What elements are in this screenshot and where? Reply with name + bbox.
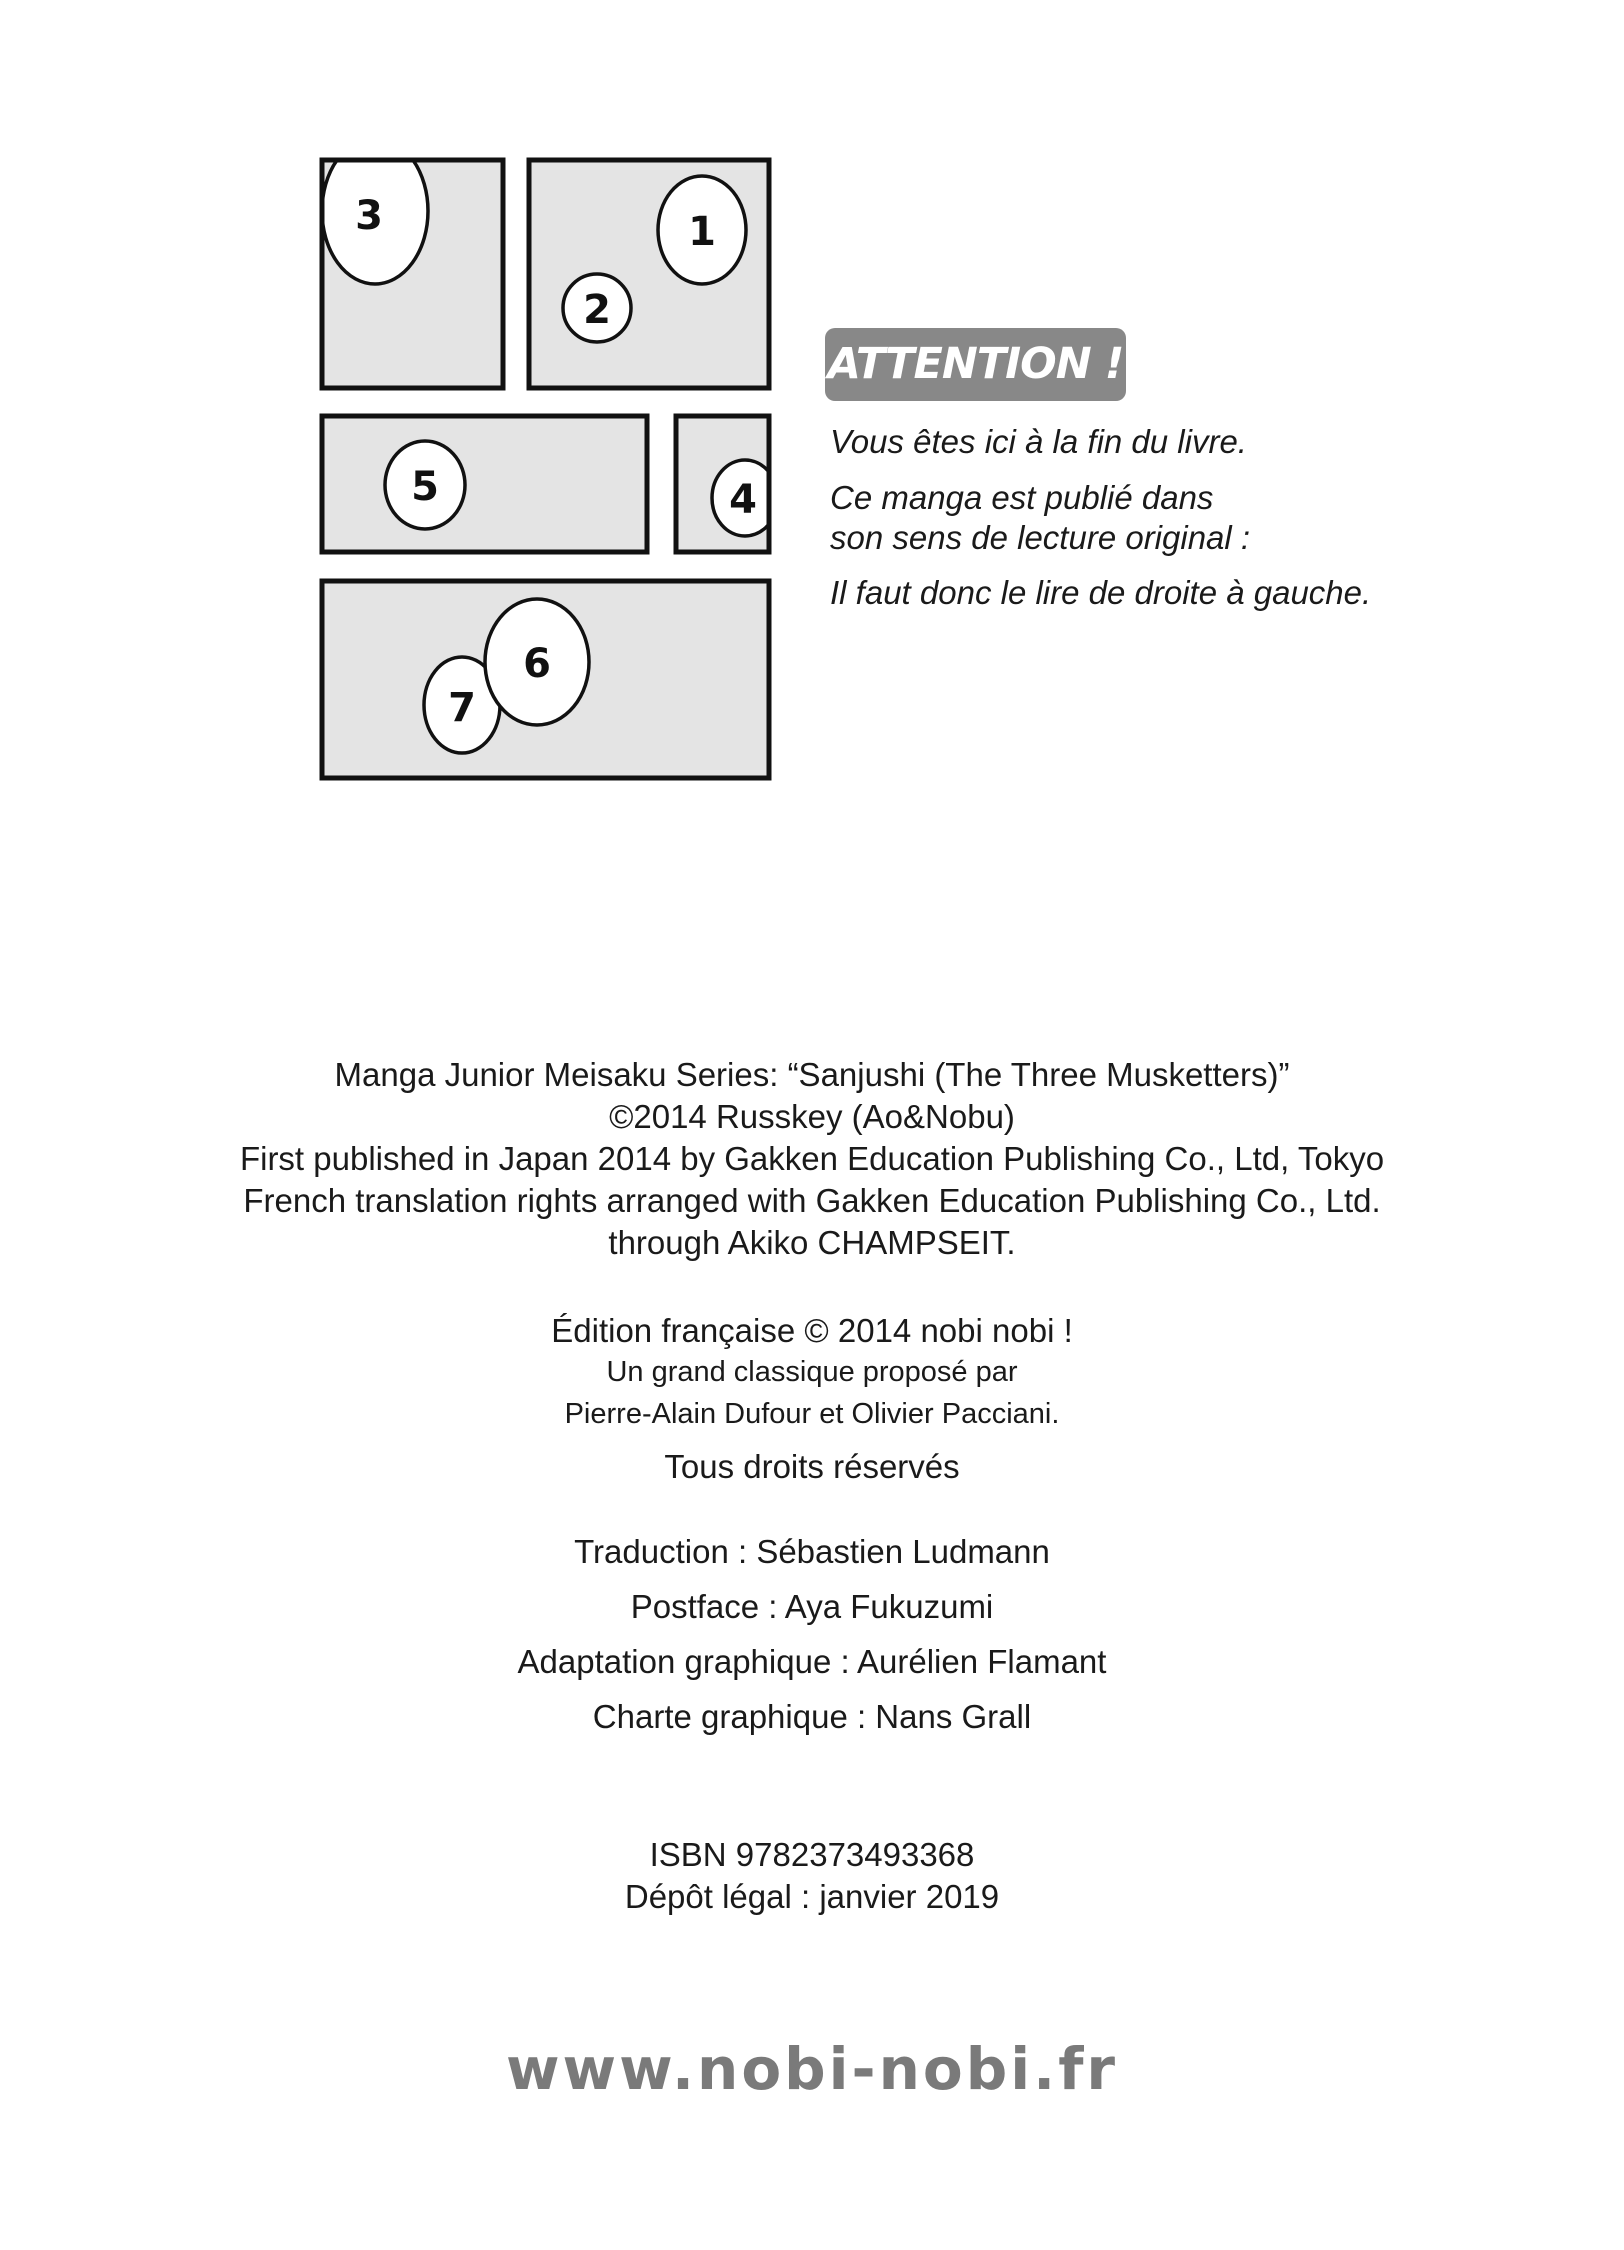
copyright-line-3: First published in Japan 2014 by Gakken Education Publishing Co., Ltd, Tokyo <box>239 1140 1385 1177</box>
speech-bubble-1 <box>658 176 746 284</box>
credit-graphic-adaptation: Adaptation graphique : Aurélien Flamant <box>517 1643 1107 1680</box>
bubble-number-5: 5 <box>411 464 439 510</box>
bubble-number-2: 2 <box>583 287 611 333</box>
french-edition-line: Édition française © 2014 nobi nobi ! <box>551 1312 1073 1349</box>
bubble-number-6: 6 <box>523 641 551 687</box>
speech-bubble-5 <box>385 441 465 529</box>
copyright-line-2: ©2014 Russkey (Ao&Nobu) <box>609 1098 1015 1135</box>
bubble-number-4: 4 <box>729 477 757 523</box>
isbn: ISBN 9782373493368 <box>649 1836 975 1873</box>
rights-reserved: Tous droits réservés <box>664 1448 960 1485</box>
notice-line-3: son sens de lecture original : <box>830 519 1251 556</box>
bubble-number-7: 7 <box>448 685 476 731</box>
manga-panel-middle-left <box>322 416 647 552</box>
speech-bubble-6 <box>485 599 589 725</box>
website-url[interactable]: www.nobi-nobi.fr <box>505 2035 1119 2103</box>
copyright-line-1: Manga Junior Meisaku Series: “Sanjushi (The Three Musketters)” <box>334 1056 1290 1093</box>
credit-postface: Postface : Aya Fukuzumi <box>630 1588 994 1625</box>
notice-line-1: Vous êtes ici à la fin du livre. <box>830 423 1247 460</box>
notice-line-2: Ce manga est publié dans <box>830 479 1214 516</box>
speech-bubble-2 <box>563 274 631 342</box>
proposed-by-line-1: Un grand classique proposé par <box>606 1356 1018 1388</box>
reading-order-diagram <box>0 0 1624 800</box>
credit-translation: Traduction : Sébastien Ludmann <box>574 1533 1050 1570</box>
credit-graphic-charter: Charte graphique : Nans Grall <box>592 1698 1032 1735</box>
attention-heading: ATTENTION ! <box>825 328 1126 401</box>
proposed-by-line-2: Pierre-Alain Dufour et Olivier Pacciani. <box>564 1398 1060 1430</box>
notice-line-4: Il faut donc le lire de droite à gauche. <box>830 574 1372 611</box>
bubble-number-1: 1 <box>688 209 716 255</box>
copyright-line-4: French translation rights arranged with Gakken Education Publishing Co., Ltd. <box>243 1182 1381 1219</box>
bubble-number-3: 3 <box>355 193 383 239</box>
copyright-line-5: through Akiko CHAMPSEIT. <box>608 1224 1016 1261</box>
legal-deposit: Dépôt légal : janvier 2019 <box>624 1878 1000 1915</box>
